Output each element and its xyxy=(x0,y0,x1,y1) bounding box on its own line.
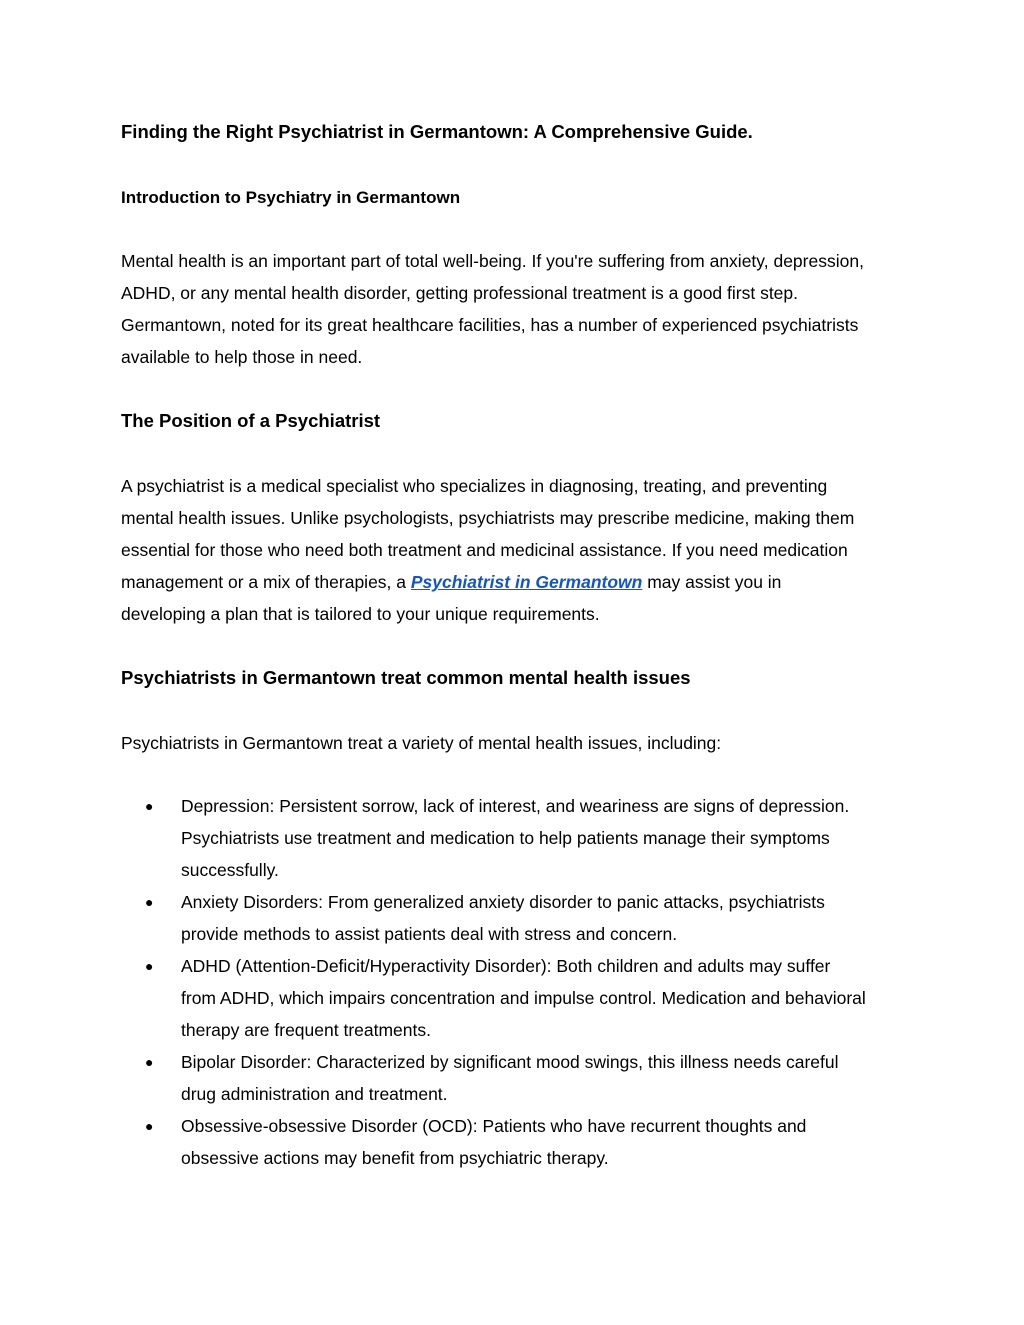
position-link-line xyxy=(121,566,854,598)
position-line: mental health issues. Unlike psychologists, psychiatrists may prescribe medicine, making them xyxy=(121,508,855,528)
bullet-icon: ● xyxy=(145,958,154,974)
list-item-line: Anxiety Disorders: From generalized anxiety disorder to panic attacks, psychiatrists xyxy=(181,892,825,912)
issues-list xyxy=(121,790,866,1174)
bullet-icon: ● xyxy=(145,1118,154,1134)
list-item xyxy=(121,1110,866,1174)
position-line: essential for those who need both treatment and medicinal assistance. If you need medication xyxy=(121,540,848,560)
list-item xyxy=(121,1046,866,1110)
list-item-line: ADHD (Attention-Deficit/Hyperactivity Disorder): Both children and adults may suffer xyxy=(181,956,831,976)
link-line-after: may assist you in xyxy=(642,572,782,592)
intro-line: available to help those in need. xyxy=(121,347,363,367)
link-line-before: management or a mix of therapies, a xyxy=(121,572,411,592)
list-item-line: from ADHD, which impairs concentration and impulse control. Medication and behavioral xyxy=(181,988,866,1008)
position-line: developing a plan that is tailored to your unique requirements. xyxy=(121,604,600,624)
list-item-line: obsessive actions may benefit from psychiatric therapy. xyxy=(181,1148,609,1168)
psychiatrist-germantown-link[interactable]: Psychiatrist in Germantown xyxy=(410,572,643,592)
list-item-line: therapy are frequent treatments. xyxy=(181,1020,431,1040)
intro-line: ADHD, or any mental health disorder, getting professional treatment is a good first step. xyxy=(121,283,799,303)
list-item xyxy=(121,790,866,886)
document-title: Finding the Right Psychiatrist in Germantown: A Comprehensive Guide. xyxy=(121,121,753,142)
list-item xyxy=(121,886,866,950)
issues-heading: Psychiatrists in Germantown treat common mental health issues xyxy=(121,667,691,688)
list-item-line: Bipolar Disorder: Characterized by significant mood swings, this illness needs careful xyxy=(181,1052,839,1072)
issues-intro xyxy=(121,727,721,759)
bullet-icon: ● xyxy=(145,798,154,814)
bullet-icon: ● xyxy=(145,894,154,910)
list-item xyxy=(121,950,866,1046)
list-item-line: drug administration and treatment. xyxy=(181,1084,448,1104)
list-item-line: Psychiatrists use treatment and medication to help patients manage their symptoms xyxy=(181,828,830,848)
intro-paragraph xyxy=(121,245,864,373)
position-line: A psychiatrist is a medical specialist who specializes in diagnosing, treating, and preventing xyxy=(121,476,828,496)
issues-intro-line: Psychiatrists in Germantown treat a variety of mental health issues, including: xyxy=(121,733,722,753)
intro-line: Germantown, noted for its great healthcare facilities, has a number of experienced psychiatrists xyxy=(121,315,859,335)
position-heading: The Position of a Psychiatrist xyxy=(121,410,381,431)
bullet-icon: ● xyxy=(145,1054,154,1070)
list-item-line: provide methods to assist patients deal with stress and concern. xyxy=(181,924,678,944)
list-item-line: successfully. xyxy=(181,860,279,880)
list-item-line: Depression: Persistent sorrow, lack of interest, and weariness are signs of depression. xyxy=(181,796,850,816)
list-item-line: Obsessive-obsessive Disorder (OCD): Patients who have recurrent thoughts and xyxy=(181,1116,807,1136)
position-paragraph xyxy=(121,470,854,630)
intro-heading: Introduction to Psychiatry in Germantown xyxy=(121,188,461,207)
intro-line: Mental health is an important part of total well-being. If you're suffering from anxiety, depression, xyxy=(121,251,864,271)
